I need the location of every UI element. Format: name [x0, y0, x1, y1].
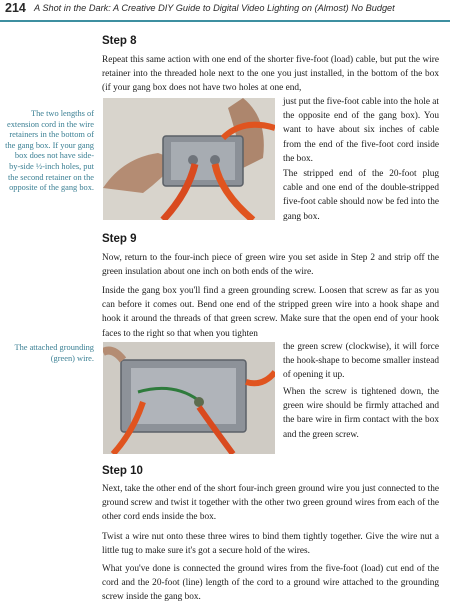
- step-10-paragraph-2: Twist a wire nut onto these three wires to bind them tightly together. Give the wire nut a little tug to make sure it's got a secure hold of the wires.: [102, 532, 439, 557]
- photo-gang-box-cords-image: [103, 98, 275, 220]
- step-8-paragraph-1-wide: Repeat this same action with one end of the shorter five-foot (load) cable, but put the wire retainer into the threaded hole next to the one you just installed, in the bottom of the box (if your gang box does not have two holes at one end,: [102, 55, 439, 94]
- step-8-paragraph-1-narrow: just put the five-foot cable into the hole at the opposite end of the gang box). You want to have about six inches of cable from the end of the five-foot cord inside the box.: [283, 97, 439, 164]
- margin-note-2: The attached grounding (green) wire.: [14, 343, 94, 363]
- step-9-heading: Step 9: [102, 233, 137, 245]
- step-10-paragraph-3: What you've done is connected the ground wires from the five-foot (load) cut end of the cord and the 20-foot (line) length of the cord to a ground wire attached to the grounding screw inside the gang box.: [102, 564, 439, 603]
- photo-gang-box-cords: [103, 98, 275, 220]
- step-9-paragraph-1: Now, return to the four-inch piece of green wire you set aside in Step 2 and strip off the green insulation about one inch on both ends of the wire.: [102, 253, 439, 278]
- page-header: [0, 0, 450, 22]
- step-9-paragraph-3: When the screw is tightened down, the green wire should be firmly attached and the bare wire in firm contact with the box and the green screw.: [283, 387, 439, 440]
- margin-note-1: The two lengths of extension cord in the wire retainers in the bottom of the gang box. If your gang box does not have side-by-side ½-inch holes, put the second retainer on the opposite of the gang box.: [5, 109, 94, 193]
- running-title: A Shot in the Dark: A Creative DIY Guide to Digital Video Lighting on (Almost) No Budget: [34, 3, 395, 13]
- photo-grounding-wire-image: [103, 342, 275, 454]
- step-10-paragraph-1: Next, take the other end of the short four-inch green ground wire you just connected to the ground screw and twist it together with the other two green ground wires from each of the other cord ends inside the box.: [102, 484, 439, 523]
- step-9-paragraph-2-narrow: the green screw (clockwise), it will force the hook-shape to become smaller instead of opening it up.: [283, 342, 439, 381]
- step-9-paragraph-2-wide: Inside the gang box you'll find a green grounding screw. Loosen that screw as far as you can before it comes out. Bend one end of the stripped green wire into a hook shape and hook it around the threads of that green screw. Make sure that the open end of your hook faces to the right so that when you tighten: [102, 286, 439, 339]
- step-8-heading: Step 8: [102, 35, 137, 47]
- photo-grounding-wire: [103, 342, 275, 454]
- step-8-paragraph-2: The stripped end of the 20-foot plug cable and one end of the double-stripped five-foot cable should now be fed into the gang box.: [283, 169, 439, 222]
- step-10-heading: Step 10: [102, 465, 143, 477]
- page-number: 214: [5, 1, 26, 15]
